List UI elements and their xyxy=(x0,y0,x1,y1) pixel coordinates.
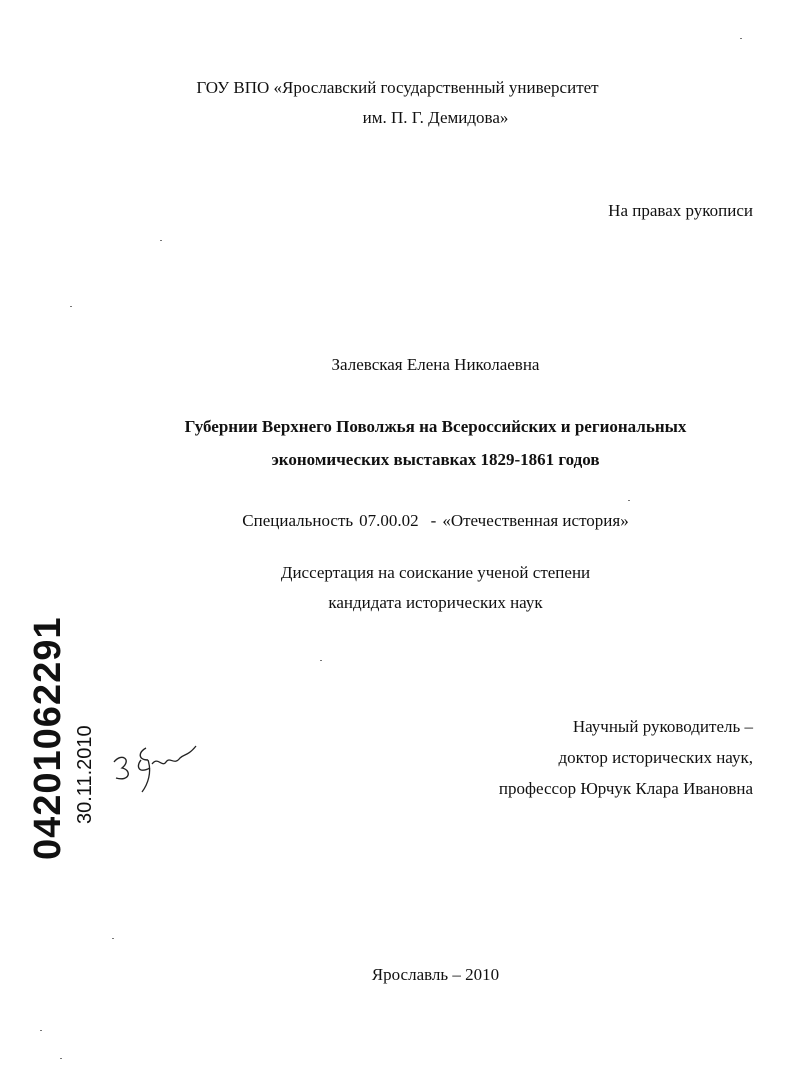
manuscript-rights: На правах рукописи xyxy=(608,201,753,220)
handwritten-signature xyxy=(108,738,200,798)
dissertation-title-line-2: экономических выставках 1829-1861 годов xyxy=(271,450,600,469)
scan-speck xyxy=(40,1030,42,1031)
supervisor-line-1: Научный руководитель – xyxy=(572,717,753,736)
specialty-code: 07.00.02 xyxy=(359,511,419,530)
specialty-line xyxy=(38,511,795,531)
stamp-date: 30.11.2010 xyxy=(74,725,96,824)
degree-line-2: кандидата исторических наук xyxy=(328,593,543,612)
scan-speck xyxy=(160,240,162,241)
scan-speck xyxy=(320,660,322,661)
scan-speck xyxy=(628,500,630,501)
specialty-dash: - xyxy=(430,511,437,530)
author-name: Залевская Елена Николаевна xyxy=(331,355,540,374)
specialty-label: Специальность xyxy=(242,511,354,530)
library-stamp xyxy=(22,616,102,863)
stamp-number: 04201062291 xyxy=(27,616,69,860)
supervisor-line-3: профессор Юрчук Клара Ивановна xyxy=(498,779,753,798)
scan-speck xyxy=(70,306,72,307)
specialty-name: «Отечественная история» xyxy=(442,511,629,530)
degree-line-1: Диссертация на соискание ученой степени xyxy=(280,563,591,582)
institution-line-1: ГОУ ВПО «Ярославский государственный университет xyxy=(196,78,599,97)
supervisor-line-2: доктор исторических наук, xyxy=(558,748,753,767)
dissertation-title-line-1: Губернии Верхнего Поволжья на Всероссийских и региональных xyxy=(184,417,687,436)
institution-line-2: им. П. Г. Демидова» xyxy=(362,108,509,127)
city-year-footer: Ярославль – 2010 xyxy=(371,965,500,984)
scan-speck xyxy=(60,1058,62,1059)
scan-speck xyxy=(112,938,114,939)
scan-speck xyxy=(740,38,742,39)
